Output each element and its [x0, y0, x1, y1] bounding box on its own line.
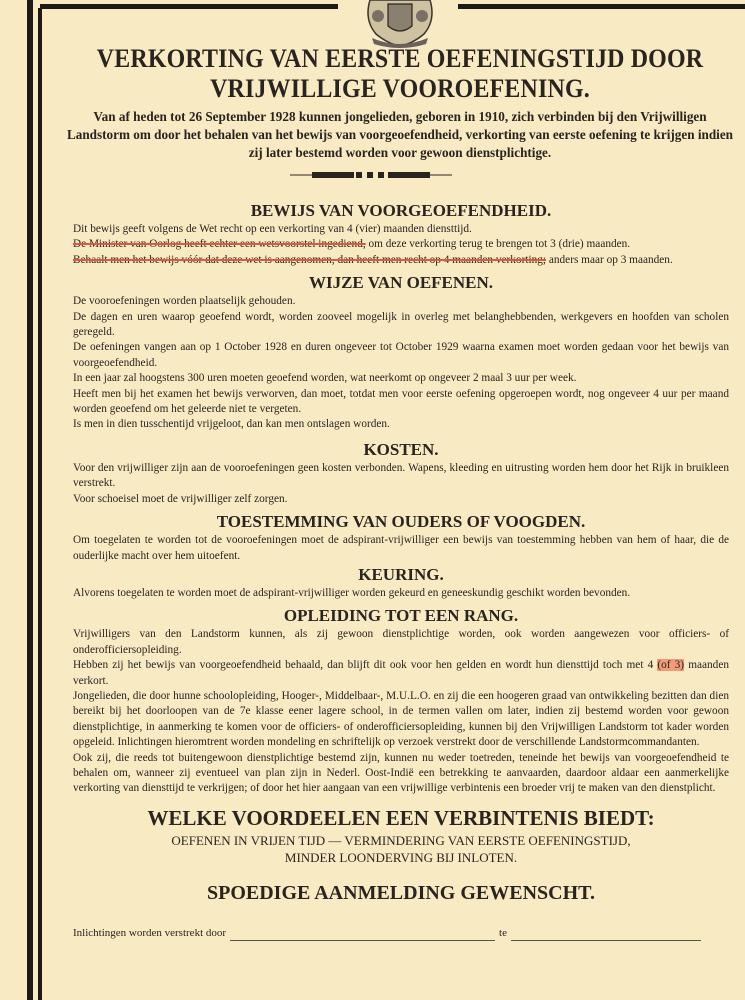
poster-body [73, 200, 729, 941]
title-line-2: VRIJWILLIGE VOOROEFENING. [210, 74, 590, 103]
text: Hebben zij het bewijs van voorgeoefendheid behaald, dan blijft dit ook voor hen gelden en wordt hun diensttijd toch met 4 [73, 659, 658, 672]
title-line-1: VERKORTING VAN EERSTE OEFENINGSTIJD DOOR [96, 44, 704, 73]
text: maanden verkort. [73, 659, 729, 687]
highlighted-text: (of 3) [657, 659, 685, 672]
top-rule-right [458, 4, 745, 9]
wijze-p: Is men in dien tusschentijd vrijgeloot, dan kan men ontslagen worden. [73, 418, 390, 431]
benefits-heading: WELKE VOORDEELEN EEN VERBINTENIS BIEDT: [147, 805, 655, 830]
opleiding-p4: Ook zij, die reeds tot buitengewoon dienstplichtige bestemd zijn, kunnen nu weder toetreden, teneinde het bewijs van voorgeoefendheid te behalen om, wanneer zij eventueel van plan zijn in Nederl. Oost-Indië een betrekking te aanvaarden, daardoor aldaar een aanmerkelijke verkorting van diensttijd te verkrijgen; of door het hier aangaan van een vrijwillige verbintenis een broeder vrij te maken van den dienstplicht. [73, 751, 729, 795]
wijze-p: De dagen en uren waarop geoefend wordt, worden zooveel mogelijk in overleg met belanghebbenden, werkgevers en hoofden van scholen geregeld. [73, 310, 729, 339]
opleiding-p1: Vrijwilligers van den Landstorm kunnen, als zij gewoon dienstplichtige worden, ook worden aangewezen voor officiers- of onderofficiersopleiding. [73, 628, 729, 656]
toestemming-p: Om toegelaten te worden tot de vooroefeningen moet de adspirant-vrijwilliger een bewijs van toestemming hebben van hem of haar, die de ouderlijke macht over hem uitoefent. [73, 534, 729, 562]
struck-text: Behaalt men het bewijs vóór dat deze wet is aangenomen, dan heeft men recht op 4 maanden verkorting; [73, 253, 547, 266]
coat-of-arms-crest [350, 0, 450, 48]
ornament-divider [290, 170, 452, 180]
left-border-thin [38, 8, 42, 1000]
top-rule-left [40, 4, 338, 9]
te-label: te [499, 926, 507, 939]
intro-paragraph: Van af heden tot 26 September 1928 kunnen jongelieden, geboren in 1910, zich verbinden bij den Vrijwilligen Landstorm om door het behalen van het bewijs van voorgeoefendheid, verkorting van eerste oefening te krijgen indien zij later bestemd worden voor gewoon dienstplichtige. [66, 109, 734, 160]
kosten-p: Voor den vrijwilliger zijn aan de vooroefeningen geen kosten verbonden. Wapens, kleeding en uitrusting worden hem door het Rijk in bruikleen verstrekt. [73, 461, 729, 490]
wijze-p: In een jaar zal hoogstens 300 uren moeten geoefend worden, wat neerkomt op ongeveer 2 maal 3 uur per week. [73, 372, 577, 385]
benefits-line-2: MINDER LOONDERVING BIJ INLOTEN. [284, 850, 518, 866]
bewijs-p3 [73, 253, 729, 268]
text: anders maar op 3 maanden. [546, 253, 673, 266]
poster-title [87, 44, 713, 104]
wijze-p: De vooroefeningen worden plaatselijk gehouden. [73, 295, 296, 308]
heading-toestemming: TOESTEMMING VAN OUDERS OF VOOGDEN. [216, 512, 586, 532]
wijze-p: Heeft men bij het examen het bewijs verworven, dan moet, totdat men voor eerste oefening opgeroepen wordt, nog ongeveer 4 uur per maand worden geoefend om het geleerde niet te vergeten. [73, 387, 729, 416]
bewijs-p2 [73, 237, 729, 252]
text: om deze verkorting terug te brengen tot 3 (drie) maanden. [365, 238, 631, 251]
info-label: Inlichtingen worden verstrekt door [73, 926, 227, 939]
info-place-blank[interactable] [511, 930, 701, 941]
wijze-p: De oefeningen vangen aan op 1 October 1928 en duren ongeveer tot October 1929 waarna examen moet worden gedaan voor het bewijs van voorgeoefendheid. [73, 341, 729, 369]
bewijs-p1: Dit bewijs geeft volgens de Wet recht op een verkorting van 4 (vier) maanden diensttijd. [73, 223, 472, 235]
heading-wijze: WIJZE VAN OEFENEN. [308, 273, 494, 293]
info-by-blank[interactable] [230, 930, 495, 941]
opleiding-p3: Jongelieden, die door hunne schoolopleiding, Hooger-, Middelbaar-, M.U.L.O. en zij die een hoogeren graad van ontwikkeling bezitten dan dien bereikt bij het doorloopen van de 7e klasse eener lagere school, in de termen vallen om later, indien zij bestemd worden voor gewoon dienstplichtige, in aanmerking te komen voor de officiers- of onderofficiersopleiding, kunnen bij den Vrijwilligen Landstorm tot kader worden opgeleid. Inlichtingen hieromtrent worden mondeling en schriftelijk op verzoek verstrekt door de verschillende Landstormcommandanten. [73, 689, 729, 749]
benefits-line-1: OEFENEN IN VRIJEN TIJD — VERMINDERING VAN EERSTE OEFENINGSTIJD, [171, 832, 631, 848]
heading-kosten: KOSTEN. [363, 439, 439, 459]
call-to-action: SPOEDIGE AANMELDING GEWENSCHT. [206, 881, 596, 904]
heading-bewijs: BEWIJS VAN VOORGEOEFENDHEID. [250, 201, 552, 220]
heading-keuring: KEURING. [358, 564, 444, 584]
opleiding-p2 [73, 658, 729, 689]
struck-text: De Minister van Oorlog heeft echter een wetsvoorstel ingediend, [73, 238, 366, 251]
heading-opleiding: OPLEIDING TOT EEN RANG. [283, 606, 519, 626]
left-border-thick [27, 0, 33, 1000]
information-line [73, 926, 729, 941]
kosten-p: Voor schoeisel moet de vrijwilliger zelf zorgen. [73, 492, 288, 505]
keuring-p: Alvorens toegelaten te worden moet de adspirant-vrijwilliger worden gekeurd en geneeskundig geschikt worden bevonden. [73, 586, 631, 599]
